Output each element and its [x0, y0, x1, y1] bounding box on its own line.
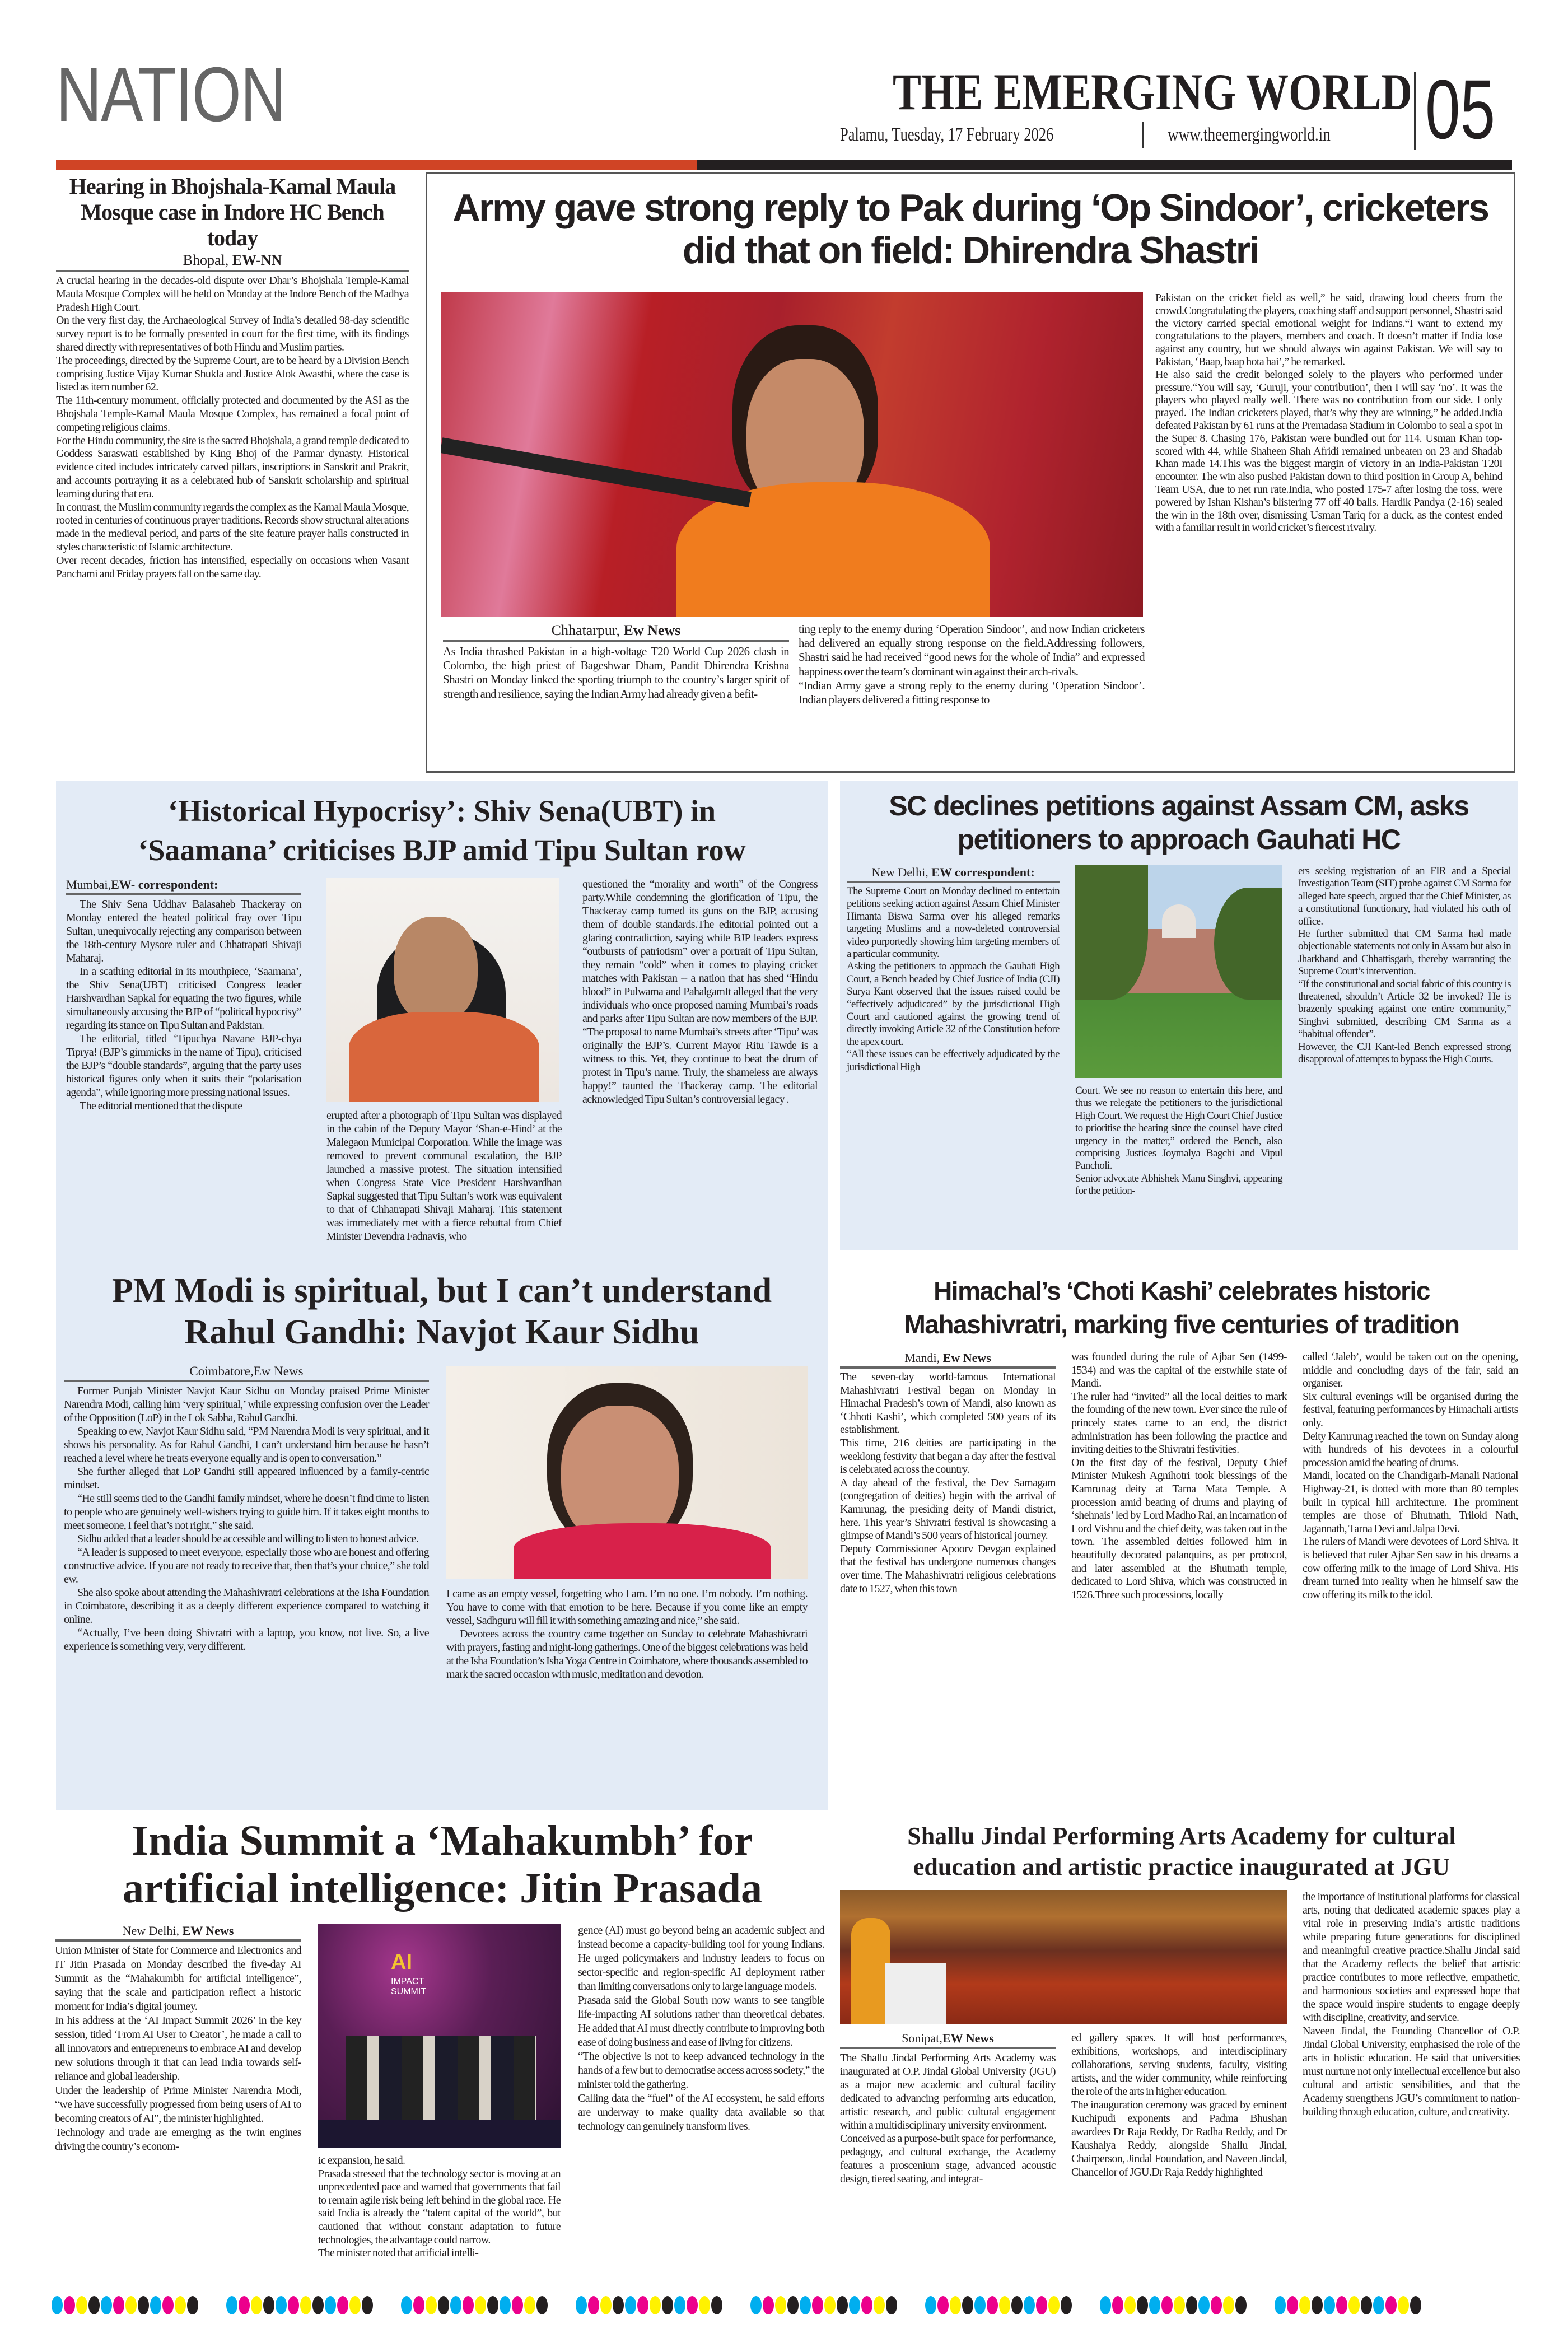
registration-dot: [1211, 2296, 1222, 2314]
byline-agency: Ew News: [942, 1351, 991, 1365]
paragraph: He further submitted that CM Sarma had made objectionable statements not only in Assam but also in Jharkhand and Chhattisgarh, thereby warranting the Supreme Court’s intervention.: [1298, 928, 1511, 978]
headline[interactable]: [840, 789, 1518, 856]
registration-dot: [239, 2296, 250, 2314]
masthead-logo: THE EMERGING WORLD: [892, 63, 1412, 120]
registration-dot: [1061, 2296, 1072, 2314]
byline: [840, 1351, 1056, 1369]
article-body: [66, 898, 301, 1113]
article-body: [64, 1384, 429, 1653]
registration-dot: [1137, 2296, 1148, 2314]
microphone-icon: [441, 437, 752, 507]
paragraph: She also spoke about attending the Mahashivratri celebrations at the Isha Foundation in Coimbatore, describing it as a deeply different experience compared to watching it online.: [64, 1586, 429, 1626]
registration-dot: [613, 2296, 624, 2314]
photo-podium: [318, 2120, 561, 2148]
registration-dot: [362, 2296, 373, 2314]
registration-dot: [1410, 2296, 1421, 2314]
column-1: [840, 1351, 1056, 1595]
registration-dot: [637, 2296, 648, 2314]
photo-logo-text: AI: [391, 1950, 412, 1974]
paragraph: The editorial, titled ‘Tipuchya Navane BJP-chya Tiprya! (BJP’s gimmicks in the name of Tipu), criticised the BJP’s “double standards”, arguing that the party uses historical figures only when it suits their “polarisation agenda”, while ignoring more pressing national issues.: [66, 1033, 301, 1099]
registration-dot: [438, 2296, 449, 2314]
registration-dot: [251, 2296, 262, 2314]
registration-dot: [288, 2296, 299, 2314]
registration-dot: [1223, 2296, 1234, 2314]
registration-dot: [150, 2296, 161, 2314]
headline-line-2: education and artistic practice inaugurated at JGU: [913, 1853, 1450, 1880]
paragraph: Mandi, located on the Chandigarh-Manali National Highway-21, is dotted with more than 80 temples built in typical hill architecture. The prominent temples are those of Bhutnath, Triloki Nath, Jagannath, Tarna Devi and Jalpa Devi.: [1303, 1469, 1518, 1535]
paragraph: Under the leadership of Prime Minister Narendra Modi, “we have successfully progressed from being users of AI to becoming creators of AI”, the minister highlighted.: [55, 2084, 301, 2125]
section-title: NATION: [56, 52, 286, 138]
registration-dot: [263, 2296, 274, 2314]
registration-dot: [413, 2296, 424, 2314]
photo-logo-subtitle-1: IMPACT: [391, 1977, 424, 1986]
photo-dome: [1162, 904, 1196, 938]
byline: [443, 622, 789, 642]
headline-line-2: Rahul Gandhi: Navjot Kaur Sidhu: [184, 1313, 699, 1352]
column-3: [1303, 1351, 1518, 1602]
registration-dot: [536, 2296, 548, 2314]
paragraph: gence (AI) must go beyond being an academic subject and instead become a capacity-building tool for young Indians. He urged policymakers and industry leaders to focus on sector-specific and region-specific AI deployment rather than limiting conversations only to large language models.: [578, 1924, 824, 1992]
registration-dot: [162, 2296, 174, 2314]
registration-dot: [138, 2296, 149, 2314]
registration-dot: [1235, 2296, 1247, 2314]
paragraph: Pakistan on the cricket field as well,” he said, drawing loud cheers from the crowd.Congratulating the players, coaching staff and support personnel, Shastri said the victory carried special emotional weight for Indians.“I want to extend my congratulations to the players, members and coach. It doesn’t matter if India lose against any country, but we should always win against Pakistan. We will say to Pakistan, ‘Baap, baap hota hai’,” he remarked.: [1155, 292, 1502, 368]
registration-dot: [88, 2296, 100, 2314]
registration-dot: [1198, 2296, 1210, 2314]
registration-dot-group: [226, 2296, 374, 2316]
photo-supreme-court: [1075, 865, 1282, 1078]
registration-dot: [1373, 2296, 1384, 2314]
registration-dot: [1299, 2296, 1310, 2314]
paragraph: “The objective is not to keep advanced technology in the hands of a few but to democratise access across society,” the minister told the gathering.: [578, 2050, 824, 2090]
photo-dhirendra-shastri: [441, 292, 1143, 617]
paragraph: Six cultural evenings will be organised during the festival, featuring performances by Himachali artists only.: [1303, 1390, 1518, 1429]
registration-marks: [52, 2296, 1519, 2316]
column-3: [582, 878, 818, 1106]
column-3: [578, 1924, 824, 2134]
photo-ai-impact-summit: [318, 1924, 561, 2148]
photo-logo-subtitle: [391, 1977, 426, 1996]
registration-dot-group: [576, 2296, 724, 2316]
registration-dot: [1124, 2296, 1136, 2314]
paragraph: Naveen Jindal, the Founding Chancellor of O.P. Jindal Global University, emphasised the role of the arts in holistic education. He said that universities must nurture not only intellectual excellence but also cultural and artistic sensibilities, and that the Academy strengthens JGU’s commitment to nation-building through education, culture, and creativity.: [1303, 2025, 1520, 2118]
photo-tree: [1214, 888, 1282, 1000]
paragraph: Calling data the “fuel” of the AI ecosystem, he said efforts are underway to make quality data available so that technology can genuinely transform lives.: [578, 2092, 824, 2132]
registration-dot: [1149, 2296, 1160, 2314]
byline-place: Mumbai,: [66, 878, 111, 892]
paragraph: On the first day of the festival, Deputy Chief Minister Mukesh Agnihotri took blessings of the Kamrunag deity at Tarna Mata Temple. A procession amid beating of drums and playing of ‘shehnais’ led by Lord Madho Rai, an incarnation of Lord Vishnu and the chief deity, was taken out in the town. The assembled deities followed him in beautifully decorated palanquins, as per protocol, and later assembled at the Bhutnath temple, dedicated to Lord Shiva, which was constructed in 1526.Three such processions, locally: [1071, 1456, 1287, 1601]
registration-dot: [1275, 2296, 1286, 2314]
registration-dot: [125, 2296, 137, 2314]
page-number: 05: [1425, 62, 1496, 156]
registration-dot: [775, 2296, 786, 2314]
headline-line-1: India Summit a ‘Mahakumbh’ for: [132, 1817, 753, 1864]
photo-navjot-kaur-sidhu: [446, 1366, 808, 1579]
paragraph: The seven-day world-famous International Mahashivratri Festival began on Monday in Himachal Pradesh’s town of Mandi, also known as ‘Chhoti Kashi’, which completed 500 years of its establishment.: [840, 1371, 1056, 1436]
registration-dot: [276, 2296, 287, 2314]
paragraph: In contrast, the Muslim community regards the complex as the Kamal Maula Mosque, rooted in centuries of continuous prayer traditions. Records show structural alterations made in the medieval period, and parts of the site feature prayer halls constructed in styles characteristic of Islamic architecture.: [56, 501, 409, 553]
photo-lectern: [885, 1963, 946, 2024]
article-body: [443, 645, 789, 701]
registration-dot: [1112, 2296, 1123, 2314]
byline: [66, 878, 301, 895]
paragraph: Union Minister of State for Commerce and Electronics and IT Jitin Prasada on Monday described the five-day AI Summit as the “Mahakumbh for artificial intelligence”, saying that the scale and participation reflect a historic moment for India’s digital journey.: [55, 1944, 301, 2013]
registration-dot: [1361, 2296, 1372, 2314]
column-3: [1298, 865, 1511, 1066]
paragraph: Senior advocate Abhishek Manu Singhvi, appearing for the petition-: [1075, 1172, 1282, 1197]
paragraph: The rulers of Mandi were devotees of Lord Shiva. It is believed that ruler Ajbar Sen saw in his dreams a cow offering milk to the image of Lord Shiva. His dream turned into reality when he himself saw the cow offering its milk to the idol.: [1303, 1536, 1518, 1601]
registration-dot: [325, 2296, 336, 2314]
registration-dot: [849, 2296, 860, 2314]
registration-dot-group: [750, 2296, 898, 2316]
registration-dot: [1174, 2296, 1185, 2314]
registration-dot: [974, 2296, 986, 2314]
byline: [847, 865, 1060, 883]
article-sc-assam: [840, 781, 1518, 1250]
registration-dot: [824, 2296, 836, 2314]
registration-dot: [1186, 2296, 1197, 2314]
registration-dot: [463, 2296, 474, 2314]
registration-dot: [1385, 2296, 1397, 2314]
registration-dot: [401, 2296, 412, 2314]
article-body: [56, 274, 409, 581]
paragraph: “Actually, I’ve been doing Shivratri with a laptop, you know, not live. So, a live experience is something very, very different.: [64, 1627, 429, 1653]
paragraph: “He still seems tied to the Gandhi family mindset, where he doesn’t find time to listen to people who are genuinely well-wishers trying to guide him. If it takes eight months to meet someone, I feel that’s not right,” she said.: [64, 1492, 429, 1532]
registration-dot: [750, 2296, 762, 2314]
paragraph: Prasada stressed that the technology sector is moving at an unprecedented pace and warned that governments that fail to remain agile risk being left behind in the global race. He said India is already the “talent capital of the world”, but cautioned that without constant adaptation to future technologies, the advantage could narrow.: [318, 2167, 561, 2246]
registration-dot: [500, 2296, 511, 2314]
article-ai-summit: [50, 1817, 834, 2282]
headline[interactable]: Hearing in Bhojshala-Kamal Maula Mosque case in Indore HC Bench today: [69, 174, 396, 250]
registration-dot: [1024, 2296, 1035, 2314]
article-mandi: [840, 1267, 1523, 1809]
column-1: [55, 1924, 301, 2154]
byline-place: Bhopal,: [183, 252, 229, 268]
registration-dot: [349, 2296, 361, 2314]
column-2: [326, 1109, 562, 1243]
paragraph: As India thrashed Pakistan in a high-voltage T20 World Cup 2026 clash in Colombo, the high priest of Bageshwar Dham, Pandit Dhirendra Krishna Shastri on Monday linked the sporting triumph to the country’s larger spirit of strength and resilience, saying the Indian Army had already given a befit-: [443, 645, 789, 701]
byline-agency: EW News: [942, 2031, 994, 2045]
byline-place: Sonipat,: [902, 2031, 942, 2045]
paragraph: questioned the “morality and worth” of the Congress party.While condemning the glorification of Tipu, the Thackeray camp turned its guns on the BJP, accusing them of double standards.The editorial pointed out a glaring contradiction, saying while BJP leaders express “outbursts of patriotism” over a portrait of Tipu Sultan, they remain “cold” when it comes to playing cricket matches with Pakistan -- a nation that has shed “Hindu blood” in Pulwama and PahalgamIt alleged that the very individuals who once proposed naming Mumbai’s roads and parks after Tipu Sultan are now members of the BJP. “The proposal to name Mumbai’s streets after ‘Tipu’ was originally the BJP’s. Current Mayor Ritu Tawde is a witness to this. Yet, they continue to beat the drum of protest in Tipu’s name. Truly, the shameless are always happy!” taunted the Thackeray camp. The editorial acknowledged Tipu Sultan’s controversial legacy .: [582, 878, 818, 1105]
paragraph: ers seeking registration of an FIR and a Special Investigation Team (SIT) probe against CM Sarma for alleged hate speech, argued that the Chief Minister, as a constitutional functionary, had violated his oath of office.: [1298, 865, 1511, 927]
registration-dot: [937, 2296, 949, 2314]
registration-dot: [861, 2296, 872, 2314]
divider: [1414, 72, 1416, 150]
photo-uddhav-thackeray: [326, 878, 559, 1102]
column-2: [318, 2154, 561, 2260]
byline-place: Chhatarpur,: [551, 622, 620, 638]
paragraph: The Shiv Sena Uddhav Balasaheb Thackeray on Monday entered the heated political fray over Tipu Sultan, unequivocally rejecting any comparison between the 18th-century Mysore ruler and Chhatrapati Shivaji Maharaj.: [66, 898, 301, 964]
paragraph: Deputy Commissioner Apoorv Devgan explained that the festival has undergone numerous changes over time. The Mahashivratri religious celebrations date to 1527, when this town: [840, 1542, 1056, 1595]
paragraph: In his address at the ‘AI Impact Summit 2026’ in the key session, titled ‘From AI User to Creator’, he made a call to all innovators and entrepreneurs to embrace AI and develop new solutions through it that can lead India towards self-reliance and global leadership.: [55, 2014, 301, 2083]
column-1: [66, 878, 301, 1113]
headline-line-2: petitioners to approach Gauhati HC: [957, 824, 1401, 855]
column-2: [1071, 1351, 1287, 1602]
headline[interactable]: [56, 791, 828, 870]
photo-people: [346, 2036, 536, 2125]
registration-dot: [588, 2296, 599, 2314]
paragraph: Speaking to ew, Navjot Kaur Sidhu said, “PM Narendra Modi is very spiritual, and it shows his personality. As for Rahul Gandhi, I can’t understand him because he hasn’t reached a level where he treats everyone equally and is open to conversation.”: [64, 1425, 429, 1464]
column-1: [847, 865, 1060, 1074]
byline: [56, 252, 409, 272]
registration-dot: [711, 2296, 722, 2314]
registration-dot: [1100, 2296, 1111, 2314]
headline-line-1: Himachal’s ‘Choti Kashi’ celebrates historic: [934, 1276, 1430, 1305]
article-shastri: [426, 172, 1515, 773]
registration-dot-group: [1100, 2296, 1248, 2316]
paragraph: The Supreme Court on Monday declined to entertain petitions seeking action against Assam Chief Minister Himanta Biswa Sarma over his alleged remarks targeting Muslims and a now-deleted controversial video purportedly showing him targeting members of a particular community.: [847, 885, 1060, 960]
paragraph: ic expansion, he said.: [318, 2154, 405, 2167]
registration-dot: [101, 2296, 112, 2314]
byline-place: New Delhi,: [871, 865, 928, 879]
registration-dot: [874, 2296, 885, 2314]
headline[interactable]: Army gave strong reply to Pak during ‘Op Sindoor’, cricketers did that on field: Dhirendra Shastri: [452, 186, 1488, 272]
article-body: [840, 1371, 1056, 1595]
registration-dot: [175, 2296, 186, 2314]
article-body: [840, 2051, 1056, 2186]
paragraph: “Indian Army gave a strong reply to the enemy during ‘Operation Sindoor’. Indian players delivered a fitting response to: [799, 678, 1145, 706]
paragraph: Court. We see no reason to entertain this here, and thus we relegate the petitioners to the jurisdictional High Court. We request the High Court Chief Justice to prioritise the hearing since the counsel have cited urgency in the matter,” ordered the Bench, also comprising Justices Joymalya Bagchi and Vipul Pancholi.: [1075, 1085, 1282, 1172]
registration-dot: [837, 2296, 848, 2314]
paragraph: I came as an empty vessel, forgetting who I am. I’m no one. I’m nobody. I’m nothing. You have to come with that emotion to be here. Because if you come like an empty vessel, Sadhguru will fill it with something amazing and nice,” she said.: [446, 1588, 808, 1627]
dateline: Palamu, Tuesday, 17 February 2026: [840, 124, 1054, 145]
registration-dot: [524, 2296, 535, 2314]
paragraph: called ‘Jaleb’, would be taken out on the opening, middle and concluding days of the fair, said an organiser.: [1303, 1351, 1518, 1390]
header-bar-red: [56, 160, 697, 170]
registration-dot: [650, 2296, 661, 2314]
column-1: [443, 622, 789, 701]
headline-line-1: PM Modi is spiritual, but I can’t understand: [111, 1272, 772, 1310]
headline-line-2: Mahashivratri, marking five centuries of tradition: [904, 1309, 1459, 1339]
registration-dot: [999, 2296, 1010, 2314]
paragraph: erupted after a photograph of Tipu Sultan was displayed in the cabin of the Deputy Mayor ‘Shan-e-Hind’ at the Malegaon Municipal Corporation. While the image was removed to prevent communal escalation, the BJP launched a massive protest. The situation intensified when Congress State Vice President Harshvardhan Sapkal suggested that Tipu Sultan’s work was equivalent to that of Chhatrapati Shivaji Maharaj. This statement was immediately met with a fierce rebuttal from Chief Minister Devendra Fadnavis, who: [326, 1109, 562, 1243]
article-body: [55, 1944, 301, 2154]
paragraph: For the Hindu community, the site is the sacred Bhojshala, a grand temple dedicated to Goddess Saraswati established by King Bhoj of the Parmar dynasty. Historical evidence cited includes intricately carved pillars, inscriptions in Sanskrit and Prakrit, and accounts portraying it as a celebrated hub of Sanskrit scholarship and spiritual learning during that era.: [56, 434, 409, 500]
headline[interactable]: [840, 1275, 1523, 1342]
paragraph: The 11th-century monument, officially protected and documented by the ASI as the Bhojshala Temple-Kamal Maula Mosque Complex, has remained a focal point of competing religious claims.: [56, 394, 409, 433]
paragraph: The minister noted that artificial intelli-: [318, 2247, 479, 2260]
divider: [1142, 122, 1144, 148]
paragraph: A day ahead of the festival, the Dev Samagam (congregation of deities) begin with the arrival of Kamrunag, the presiding deity of Mandi district, here. This year’s Shivratri festival is showcasing a glimpse of Mandi’s 500 years of historical journey.: [840, 1476, 1056, 1542]
paragraph: Asking the petitioners to approach the Gauhati High Court, a Bench headed by Chief Justice of India (CJI) Surya Kant observed that the issues raised could be “effectively adjudicated” by the jurisdictional High Court and cautioned against the growing trend of directly invoking Article 32 of the Constitution before the apex court.: [847, 960, 1060, 1048]
registration-dot-group: [52, 2296, 199, 2316]
paragraph: was founded during the rule of Ajbar Sen (1499-1534) and was the capital of the erstwhile state of Mandi.: [1071, 1351, 1287, 1390]
photo-subject-shirt: [349, 1012, 539, 1102]
registration-dot: [687, 2296, 698, 2314]
registration-dot: [76, 2296, 87, 2314]
registration-dot-group: [1275, 2296, 1422, 2316]
registration-dot: [1398, 2296, 1409, 2314]
article-sidhu: [56, 1270, 828, 1809]
headline[interactable]: [840, 1821, 1523, 1882]
headline-line-2: artificial intelligence: Jitin Prasada: [123, 1865, 762, 1912]
paragraph: ed gallery spaces. It will host performances, exhibitions, workshops, and interdisciplinary collaborations, serving students, faculty, visiting artists, and the wider community, while reinforcing the role of the arts in higher education.: [1071, 2032, 1287, 2098]
registration-dot: [1324, 2296, 1335, 2314]
paragraph: Over recent decades, friction has intensified, especially on occasions when Vasant Panchami and Friday prayers fall on the same day.: [56, 554, 409, 580]
registration-dot: [337, 2296, 348, 2314]
byline: Coimbatore,Ew News: [64, 1364, 429, 1382]
column-1: [64, 1364, 429, 1653]
registration-dot: [674, 2296, 685, 2314]
registration-dot: [475, 2296, 486, 2314]
paragraph: She further alleged that LoP Gandhi still appeared influenced by a family-centric mindset.: [64, 1466, 429, 1491]
registration-dot-group: [401, 2296, 549, 2316]
byline: [55, 1924, 301, 1942]
registration-dot: [950, 2296, 961, 2314]
paragraph: ting reply to the enemy during ‘Operation Sindoor’, and now Indian cricketers had delivered an equally strong response on the field.Addressing followers, Shastri said he had received “good news for the whole of India” and expressed happiness over the team’s dominant win against their arch-rivals.: [799, 622, 1145, 678]
paragraph: The editorial mentioned that the dispute: [80, 1100, 242, 1112]
registration-dot: [787, 2296, 799, 2314]
website-link[interactable]: www.theemergingworld.in: [1168, 124, 1331, 145]
headline-line-1: Shallu Jindal Performing Arts Academy for cultural: [907, 1822, 1456, 1850]
registration-dot: [426, 2296, 437, 2314]
paragraph: Conceived as a purpose-built space for performance, pedagogy, and cultural exchange, the Academy features a proscenium stage, advanced acoustic design, tiered seating, and integrat-: [840, 2132, 1056, 2185]
registration-dot: [962, 2296, 973, 2314]
registration-dot: [576, 2296, 587, 2314]
headline-line-2: ‘Saamana’ criticises BJP amid Tipu Sultan row: [138, 833, 746, 867]
paragraph: Sidhu added that a leader should be accessible and willing to listen to honest advice.: [77, 1533, 419, 1545]
headline-line-1: SC declines petitions against Assam CM, asks: [889, 790, 1469, 822]
article-body: [847, 885, 1060, 1074]
photo-logo-subtitle-2: SUMMIT: [391, 1986, 427, 1996]
registration-dot: [812, 2296, 823, 2314]
article-shivsena: [56, 781, 828, 1263]
registration-dot: [1011, 2296, 1023, 2314]
photo-auditorium: [840, 1890, 1287, 2024]
byline-agency: EW- correspondent:: [111, 878, 218, 892]
registration-dot: [699, 2296, 710, 2314]
photo-subject-face: [394, 917, 478, 1023]
registration-dot: [987, 2296, 998, 2314]
registration-dot: [800, 2296, 811, 2314]
column-2: [1071, 2031, 1287, 2179]
paragraph: Devotees across the country came together on Sunday to celebrate Mahashivratri with prayers, fasting and night-long gatherings. One of the biggest celebrations was held at the Isha Foundation’s Isha Yoga Centre in Coimbatore, where thousands assembled to mark the sacred occasion with music, meditation and devotion.: [446, 1628, 808, 1681]
column-2: [446, 1587, 808, 1681]
photo-subject-dupatta: [514, 1523, 771, 1579]
registration-dot: [300, 2296, 311, 2314]
byline-agency: EW-NN: [232, 252, 282, 268]
registration-dot: [886, 2296, 897, 2314]
column-2: [1075, 1085, 1282, 1198]
article-bhojshala: [56, 174, 409, 770]
headline[interactable]: [56, 1270, 828, 1354]
paragraph: On the very first day, the Archaeological Survey of India’s detailed 98-day scientific survey report is to be formally presented in court for the first time, with its findings shared directly with representatives of both Hindu and Muslim parties.: [56, 314, 409, 353]
paragraph: The Shallu Jindal Performing Arts Academy was inaugurated at O.P. Jindal Global University (JGU) as a major new academic and cultural facility dedicated to advancing performing arts education, artistic research, and public cultural engagement within a multidisciplinary university environment.: [840, 2052, 1056, 2131]
registration-dot: [1287, 2296, 1298, 2314]
headline-line-1: ‘Historical Hypocrisy’: Shiv Sena(UBT) in: [167, 794, 716, 828]
registration-dot: [226, 2296, 237, 2314]
paragraph: He also said the credit belonged solely to the players who performed under pressure.“You will say, ‘Guruji, your contribution’, then I will say ‘no’. It was the players who played really well. There was no contribution from our side. I only prayed. The Indian cricketers played, that’s why they are winning,” he added.India defeated Pakistan by 61 runs at the Premadasa Stadium in Colombo to seal a spot in the Super 8. Chasing 176, Pakistan were bundled out for 114. Usman Khan top-scored with 44, while Shaheen Shah Afridi remained unbeaten on 23 and Shadab Khan made 14.This was the biggest margin of victory in an India-Pakistan T20I encounter. The win also pushed Pakistan down to third position in Group A, behind Team USA, due to net run rate.India, who posted 175-7 after losing the toss, were powered by Ishan Kishan’s blistering 77 off 40 balls. Hardik Pandya (2-16) sealed the win in the 18th over, dismissing Usman Tariq for a duck, as the contest ended with a familiar result in world cricket’s fiercest rivalry.: [1155, 368, 1502, 534]
paragraph: “A leader is supposed to meet everyone, especially those who are honest and offering constructive advice. If you are not ready to receive that, then that’s your choice,” she told ew.: [64, 1546, 429, 1585]
registration-dot: [512, 2296, 523, 2314]
paragraph: The ruler had “invited” all the local deities to mark the founding of the new town. Ever since the rule of princely states came to an end, the district administration has been following the practice and inviting deities to the Shivratri festivities.: [1071, 1390, 1287, 1456]
paragraph: “If the constitutional and social fabric of this country is threatened, shouldn’t Article 32 be invoked? He is brazenly speaking against one entire community,” Singhvi submitted, describing CM Sarma as a “habitual offender”.: [1298, 978, 1511, 1040]
registration-dot: [64, 2296, 75, 2314]
paragraph: “All these issues can be effectively adjudicated by the jurisdictional High: [847, 1048, 1060, 1073]
paragraph: Deity Kamrunag reached the town on Sunday along with hundreds of his devotees in a colourful procession amid the beating of drums.: [1303, 1430, 1518, 1469]
registration-dot: [1336, 2296, 1347, 2314]
registration-dot: [1048, 2296, 1060, 2314]
article-jgu: [840, 1817, 1523, 2282]
column-2: [799, 622, 1145, 707]
byline-agency: EW correspondent:: [931, 865, 1035, 879]
byline-place: New Delhi,: [122, 1924, 180, 1938]
registration-dot-group: [925, 2296, 1073, 2316]
column-3: [1155, 292, 1502, 534]
registration-dot: [450, 2296, 461, 2314]
paragraph: This time, 216 deities are participating in the weeklong festivity that began a day after the festival is celebrated across the country.: [840, 1436, 1056, 1476]
column-3: [1303, 1890, 1520, 2118]
registration-dot: [763, 2296, 774, 2314]
registration-dot: [1348, 2296, 1360, 2314]
headline[interactable]: [50, 1817, 834, 1912]
paragraph: the importance of institutional platforms for classical arts, noting that dedicated academic spaces play a vital role in preserving India’s artistic traditions while preparing future generations for disciplined and meaningful creative practice.Shallu Jindal said that the Academy reflects the belief that artistic practice contributes to more reflective, empathetic, and harmonious societies and expressed hope that the space would inspire students to engage deeply with discipline, creativity, and service.: [1303, 1891, 1520, 2024]
registration-dot: [925, 2296, 936, 2314]
byline-agency: EW News: [182, 1924, 234, 1938]
photo-tree: [1075, 865, 1148, 1000]
registration-dot: [1161, 2296, 1173, 2314]
paragraph: However, the CJI Kant-led Bench expressed strong disapproval of attempts to bypass the High Courts.: [1298, 1040, 1511, 1066]
registration-dot: [312, 2296, 324, 2314]
paragraph: A crucial hearing in the decades-old dispute over Dhar’s Bhojshala Temple-Kamal Maula Mosque Complex will be held on Monday at the Indore Bench of the Madhya Pradesh High Court.: [56, 274, 409, 314]
header-bar-black: [697, 160, 1512, 170]
byline-place: Mandi,: [904, 1351, 940, 1365]
registration-dot: [487, 2296, 498, 2314]
registration-dot: [52, 2296, 63, 2314]
paragraph: The inauguration ceremony was graced by eminent Kuchipudi exponents and Padma Bhushan awardees Dr Raja Reddy, Dr Radha Reddy, and Dr Kaushalya Reddy, alongside Shallu Jindal, Chairperson, Jindal Foundation, and Naveen Jindal, Chancellor of JGU.Dr Raja Reddy highlighted: [1071, 2099, 1287, 2178]
paragraph: Technology and trade are emerging as the twin engines driving the country’s econom-: [55, 2126, 301, 2153]
paragraph: Former Punjab Minister Navjot Kaur Sidhu on Monday praised Prime Minister Narendra Modi, calling him ‘very spiritual,’ while expressing confusion over the Leader of the Opposition (LoP) in the Lok Sabha, Rahul Gandhi.: [64, 1385, 429, 1424]
column-1: [840, 2031, 1056, 2186]
paragraph: Prasada said the Global South now wants to see tangible life-impacting AI solutions rather than theoretical debates. He added that AI must directly contribute to improving both ease of doing business and ease of living for citizens.: [578, 1994, 824, 2048]
registration-dot: [113, 2296, 124, 2314]
registration-dot: [1036, 2296, 1047, 2314]
registration-dot: [600, 2296, 612, 2314]
registration-dot: [187, 2296, 198, 2314]
byline-agency: Ew News: [623, 622, 681, 638]
paragraph: The proceedings, directed by the Supreme Court, are to be heard by a Division Bench comprising Justice Vijay Kumar Shukla and Justice Alok Awasthi, where the case is listed as item number 62.: [56, 354, 409, 394]
byline: [840, 2031, 1056, 2049]
registration-dot: [625, 2296, 636, 2314]
paragraph: In a scathing editorial in its mouthpiece, ‘Saamana’, the Shiv Sena(UBT) criticised Congress leader Harshvardhan Sapkal for equating the two figures, while simultaneously accusing the BJP of “political hypocrisy” regarding its stance on Tipu Sultan and Pakistan.: [66, 965, 301, 1032]
registration-dot: [1312, 2296, 1323, 2314]
registration-dot: [662, 2296, 673, 2314]
